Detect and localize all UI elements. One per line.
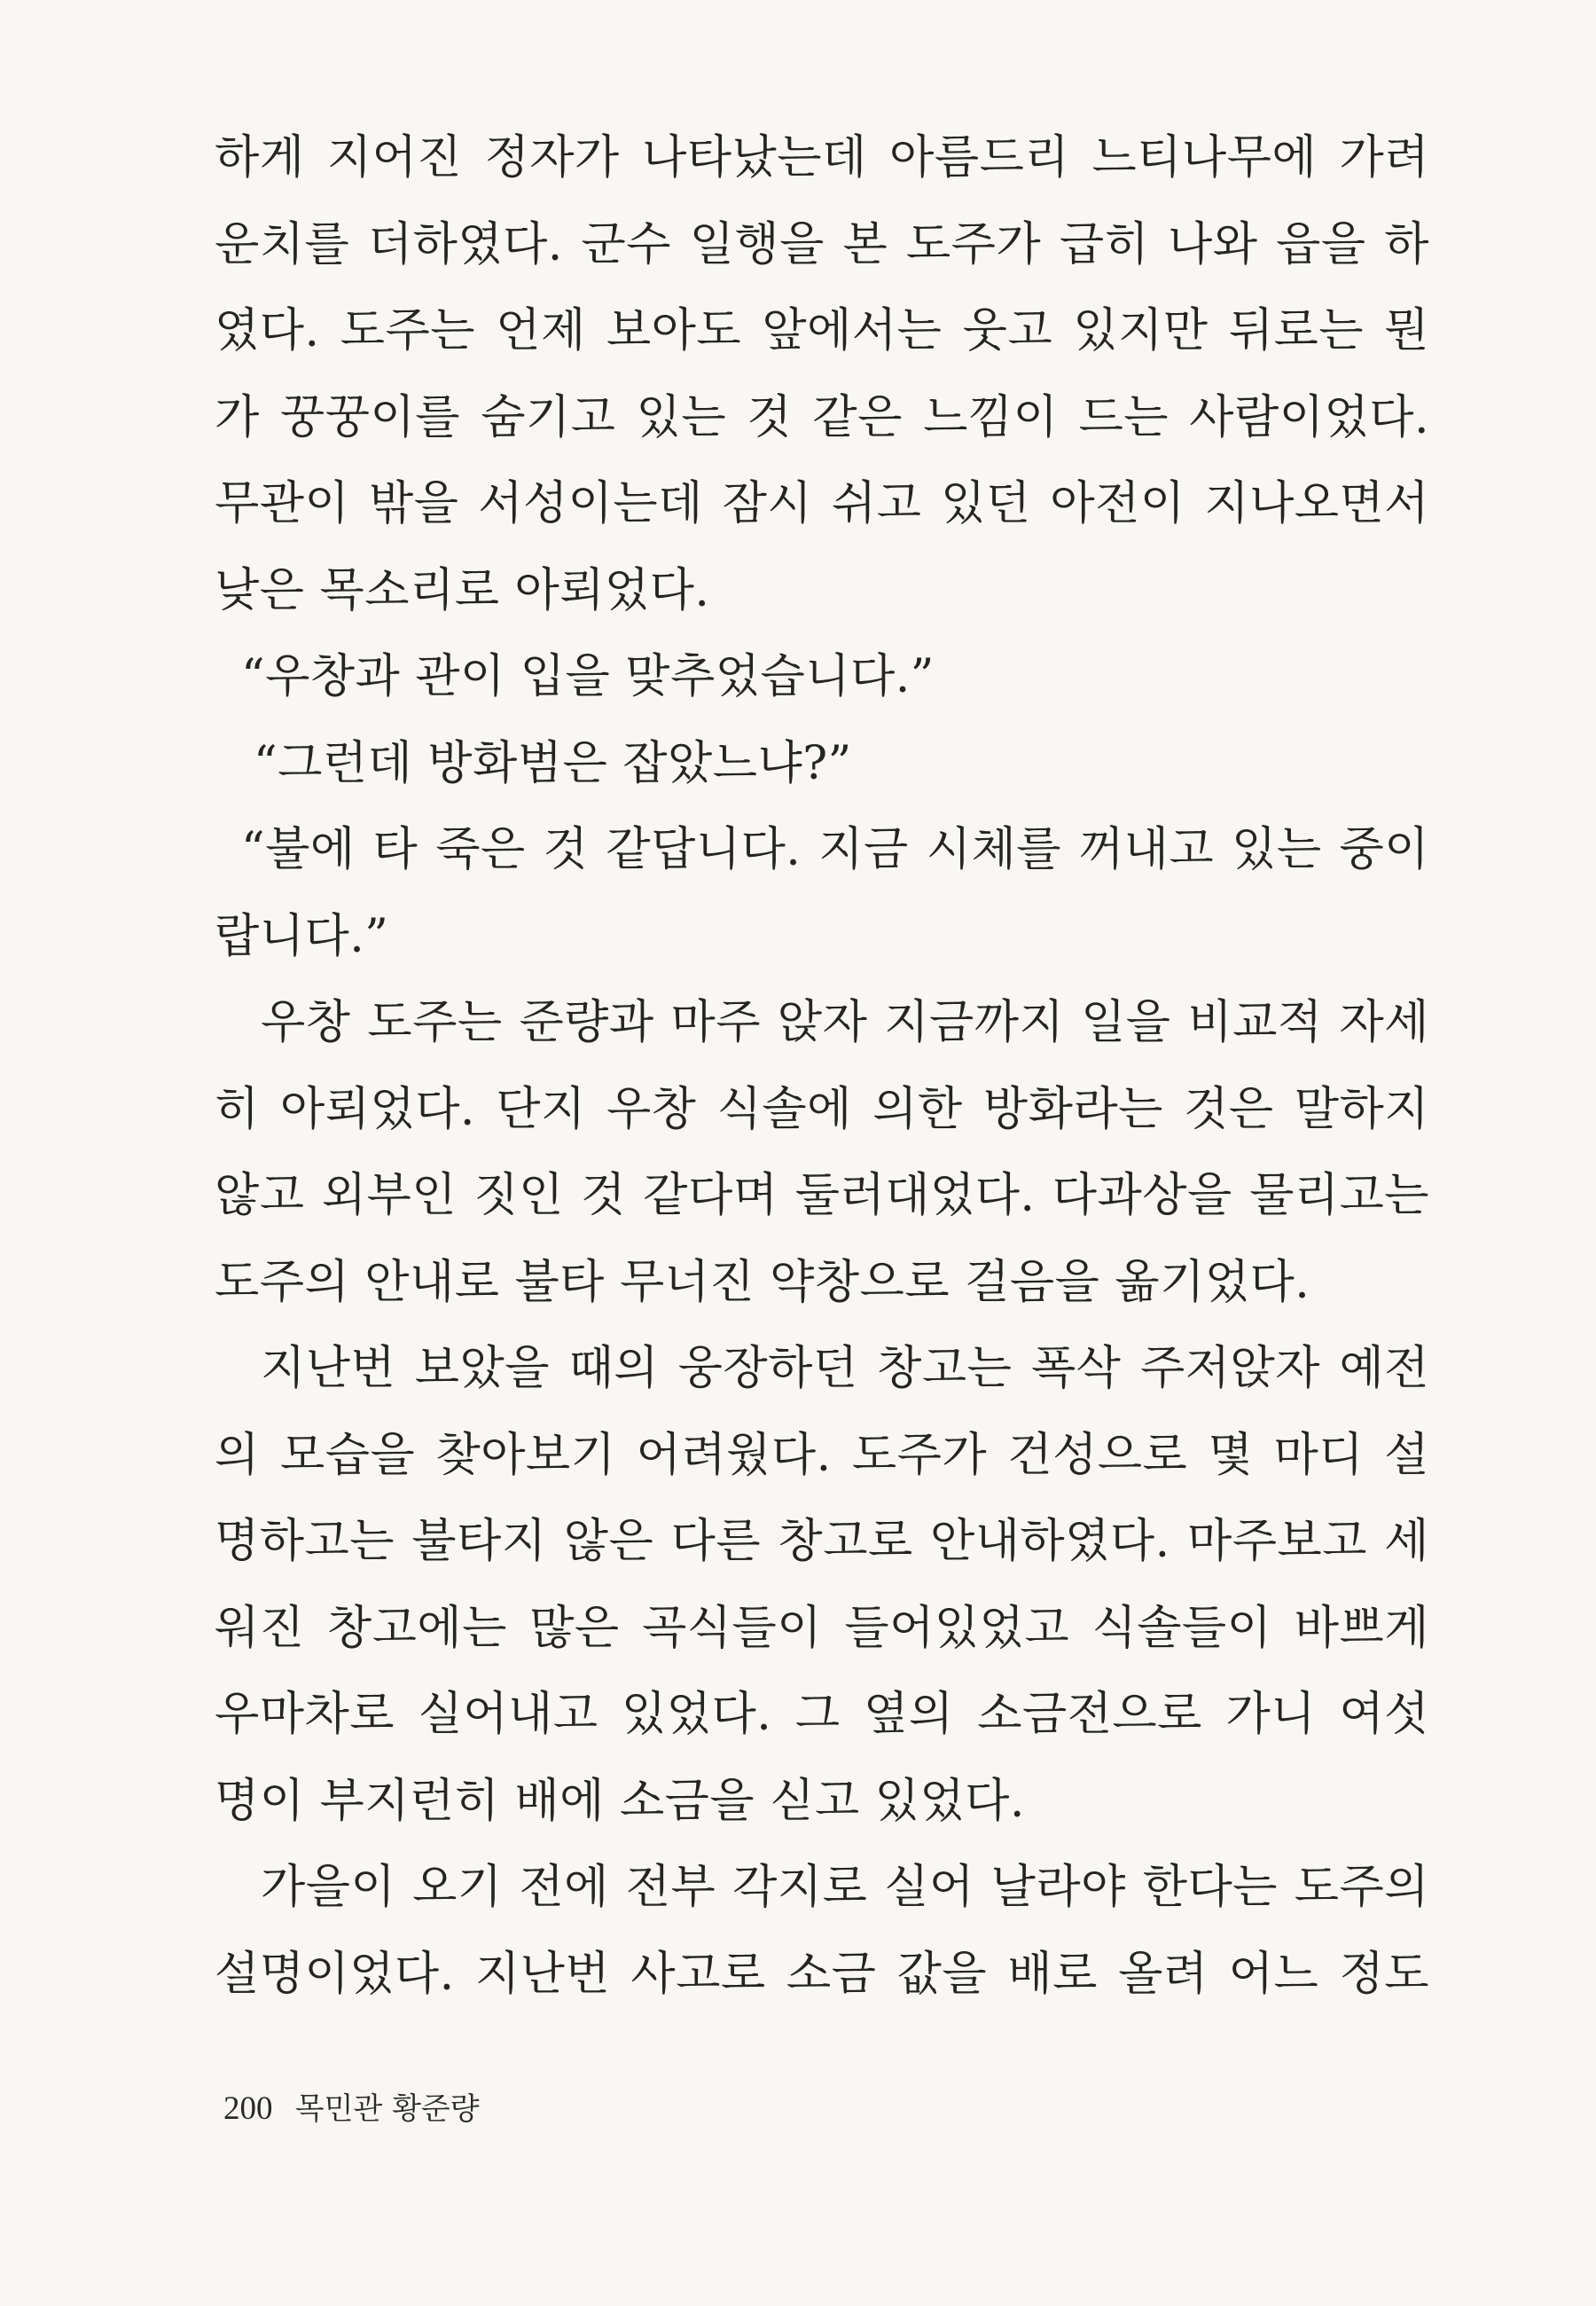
text-line: 랍니다.” bbox=[215, 909, 389, 963]
text-line: 하게 지어진 정자가 나타났는데 아름드리 느티나무에 가려 bbox=[215, 131, 1429, 184]
text-line: 낮은 목소리로 아뢰었다. bbox=[215, 563, 710, 617]
text-line: 않고 외부인 짓인 것 같다며 둘러대었다. 다과상을 물리고는 bbox=[215, 1169, 1429, 1222]
dialogue-line: “불에 타 죽은 것 같답니다. 지금 시체를 꺼내고 있는 중이 bbox=[241, 823, 1429, 876]
text-line: 도주의 안내로 불타 무너진 약창으로 걸음을 옮기었다. bbox=[215, 1255, 1310, 1309]
text-line: 무관이 밖을 서성이는데 잠시 쉬고 있던 아전이 지나오면서 bbox=[215, 477, 1429, 530]
text-line: 가 꿍꿍이를 숨기고 있는 것 같은 느낌이 드는 사람이었다. bbox=[215, 390, 1429, 444]
text-line: 명이 부지런히 배에 소금을 싣고 있었다. bbox=[215, 1774, 1025, 1828]
dialogue-line: “그런데 방화범은 잡았느냐?” bbox=[254, 736, 852, 790]
text-line: 우마차로 실어내고 있었다. 그 옆의 소금전으로 가니 여섯 bbox=[215, 1688, 1429, 1741]
text-line: 명하고는 불타지 않은 다른 창고로 안내하였다. 마주보고 세 bbox=[215, 1515, 1429, 1568]
text-line: 지난번 보았을 때의 웅장하던 창고는 폭삭 주저앉자 예전 bbox=[261, 1342, 1429, 1395]
body-text bbox=[215, 115, 1429, 2018]
text-line: 설명이었다. 지난번 사고로 소금 값을 배로 올려 어느 정도 bbox=[215, 1947, 1429, 2001]
text-line: 가을이 오기 전에 전부 각지로 실어 날라야 한다는 도주의 bbox=[261, 1861, 1429, 1914]
text-line: 였다. 도주는 언제 보아도 앞에서는 웃고 있지만 뒤로는 뭔 bbox=[215, 304, 1429, 357]
text-line: 의 모습을 찾아보기 어려웠다. 도주가 건성으로 몇 마디 설 bbox=[215, 1428, 1429, 1482]
dialogue-line: “우창과 관이 입을 맞추었습니다.” bbox=[241, 650, 935, 703]
text-line: 운치를 더하였다. 군수 일행을 본 도주가 급히 나와 읍을 하 bbox=[215, 217, 1429, 271]
page-footer bbox=[223, 2084, 480, 2128]
text-line: 워진 창고에는 많은 곡식들이 들어있었고 식솔들이 바쁘게 bbox=[215, 1601, 1429, 1655]
running-title: 목민관 황준량 bbox=[294, 2091, 480, 2127]
page-number: 200 bbox=[223, 2090, 273, 2127]
text-line: 히 아뢰었다. 단지 우창 식솔에 의한 방화라는 것은 말하지 bbox=[215, 1082, 1429, 1136]
text-line: 우창 도주는 준량과 마주 앉자 지금까지 일을 비교적 자세 bbox=[261, 996, 1429, 1049]
